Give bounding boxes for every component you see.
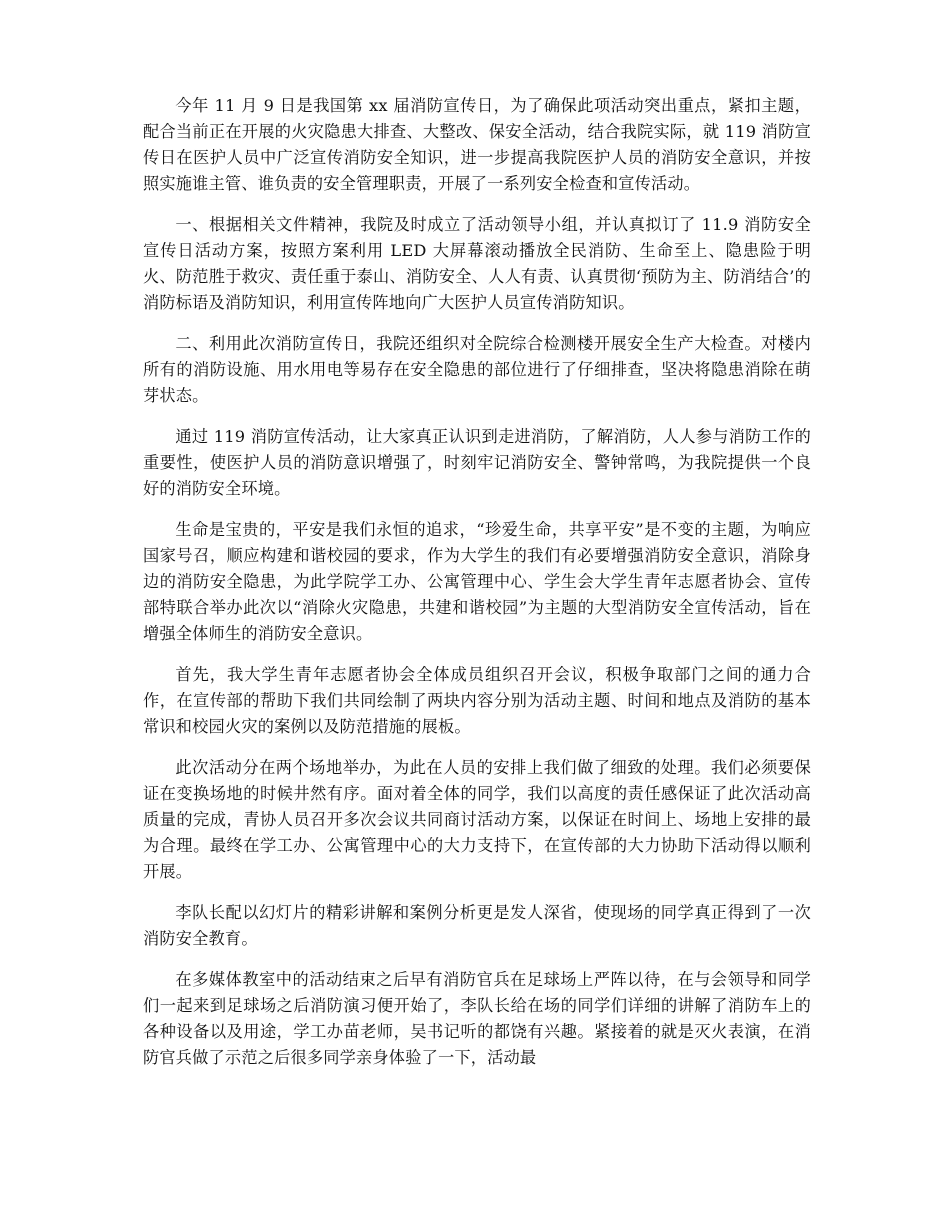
paragraph-intro: 今年 11 月 9 日是我国第 xx 届消防宣传日，为了确保此项活动突出重点，紧扣主题，配合当前正在开展的火灾隐患大排查、大整改、保安全活动，结合我院实际，就 119 消防宣传日在医护人员中广泛宣传消防安全知识，进一步提高我院医护人员的消防安全意识，并按照实施谁主管、谁负责的安全管理职责，开展了一系列安全检查和宣传活动。 [143, 96, 811, 193]
paragraph-preparation: 首先，我大学生青年志愿者协会全体成员组织召开会议，积极争取部门之间的通力合作，在宣传部的帮助下我们共同绘制了两块内容分别为活动主题、时间和地点及消防的基本常识和校园火灾的案例以及防范措施的展板。 [143, 665, 811, 736]
paragraph-lecture: 李队长配以幻灯片的精彩讲解和案例分析更是发人深省，使现场的同学真正得到了一次消防安全教育。 [143, 903, 811, 948]
paragraph-section-two: 二、利用此次消防宣传日，我院还组织对全院综合检测楼开展安全生产大检查。对楼内所有的消防设施、用水用电等易存在安全隐患的部位进行了仔细排查，坚决将隐患消除在萌芽状态。 [143, 334, 811, 405]
paragraph-section-one: 一、根据相关文件精神，我院及时成立了活动领导小组，并认真拟订了 11.9 消防安全宣传日活动方案，按照方案利用 LED 大屏幕滚动播放全民消防、生命至上、隐患险于明火、防范胜于救灾、责任重于泰山、消防安全、人人有责、认真贯彻‘预防为主、防消结合’的消防标语及消防知识，利用宣传阵地向广大医护人员宣传消防知识。 [143, 215, 811, 312]
paragraph-organization: 此次活动分在两个场地举办，为此在人员的安排上我们做了细致的处理。我们必须要保证在变换场地的时候井然有序。面对着全体的同学，我们以高度的责任感保证了此次活动高质量的完成，青协人员召开多次会议共同商讨活动方案，以保证在时间上、场地上安排的最为合理。最终在学工办、公寓管理中心的大力支持下，在宣传部的大力协助下活动得以顺利开展。 [143, 758, 811, 881]
paragraph-campus-intro: 生命是宝贵的，平安是我们永恒的追求，“珍爱生命，共享平安”是不变的主题，为响应国家号召，顺应构建和谐校园的要求，作为大学生的我们有必要增强消防安全意识，消除身边的消防安全隐患，为此学院学工办、公寓管理中心、学生会大学生青年志愿者协会、宣传部特联合举办此次以“消除火灾隐患，共建和谐校园”为主题的大型消防安全宣传活动，旨在增强全体师生的消防安全意识。 [143, 520, 811, 643]
paragraph-summary: 通过 119 消防宣传活动，让大家真正认识到走进消防，了解消防，人人参与消防工作的重要性，使医护人员的消防意识增强了，时刻牢记消防安全、警钟常鸣，为我院提供一个良好的消防安全环境。 [143, 427, 811, 498]
document-body [143, 93, 811, 1086]
paragraph-drill: 在多媒体教室中的活动结束之后早有消防官兵在足球场上严阵以待，在与会领导和同学们一起来到足球场之后消防演习便开始了，李队长给在场的同学们详细的讲解了消防车上的各种设备以及用途，学工办苗老师，吴书记听的都饶有兴趣。紧接着的就是灭火表演，在消防官兵做了示范之后很多同学亲身体验了一下，活动最 [143, 970, 811, 1067]
